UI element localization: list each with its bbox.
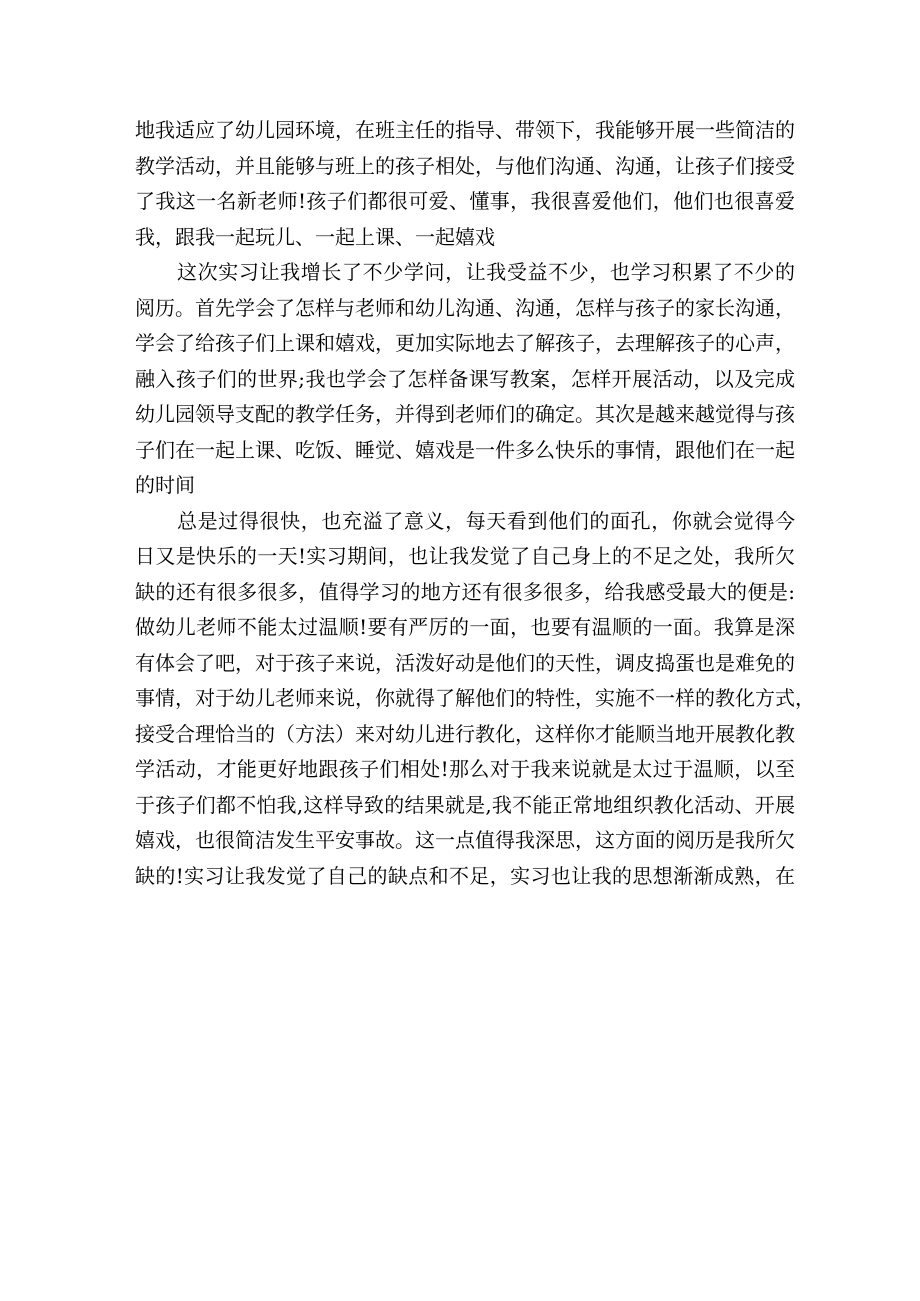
text-line: 总是过得很快，也充溢了意义，每天看到他们的面孔，你就会觉得今	[177, 508, 795, 533]
text-line: 于孩子们都不怕我,这样导致的结果就是,我不能正常地组织教化活动、开展	[135, 792, 795, 817]
text-line: 子们在一起上课、吃饭、睡觉、嬉戏是一件多么快乐的事情，跟他们在一起	[135, 437, 795, 462]
text-line: 幼儿园领导支配的教学任务，并得到老师们的确定。其次是越来越觉得与孩	[135, 402, 795, 426]
text-line: 学活动，才能更好地跟孩子们相处!那么对于我来说就是太过于温顺，以至	[135, 757, 795, 781]
paragraph-1	[135, 113, 795, 255]
text-line: 做幼儿老师不能太过温顺!要有严厉的一面，也要有温顺的一面。我算是深	[135, 615, 795, 639]
text-line: 缺的!实习让我发觉了自己的缺点和不足，实习也让我的思想渐渐成熟，在	[135, 863, 795, 888]
text-line: 地我适应了幼儿园环境，在班主任的指导、带领下，我能够开展一些简洁的	[135, 118, 795, 142]
paragraph-3	[135, 504, 815, 895]
text-line: 融入孩子们的世界;我也学会了怎样备课写教案，怎样开展活动，以及完成	[135, 366, 795, 391]
text-line: 缺的还有很多很多，值得学习的地方还有很多很多，给我感受最大的便是:	[135, 579, 795, 604]
text-line: 教学活动，并且能够与班上的孩子相处，与他们沟通、沟通，让孩子们接受	[135, 153, 795, 178]
text-line: 日又是快乐的一天!实习期间，也让我发觉了自己身上的不足之处，我所欠	[135, 544, 795, 568]
text-line: 事情，对于幼儿老师来说，你就得了解他们的特性，实施不一样的教化方式，	[135, 686, 815, 710]
text-line: 学会了给孩子们上课和嬉戏，更加实际地去了解孩子，去理解孩子的心声，	[135, 331, 795, 355]
document-body	[135, 113, 815, 894]
text-line: 这次实习让我增长了不少学问，让我受益不少，也学习积累了不少的	[177, 260, 795, 284]
text-line: 接受合理恰当的（方法）来对幼儿进行教化，这样你才能顺当地开展教化教	[135, 721, 795, 746]
text-line: 的时间	[135, 473, 195, 497]
text-line: 了我这一名新老师!孩子们都很可爱、懂事，我很喜爱他们，他们也很喜爱	[135, 189, 795, 213]
paragraph-2	[135, 255, 795, 504]
text-line: 我，跟我一起玩儿、一起上课、一起嬉戏	[135, 224, 495, 249]
text-line: 嬉戏，也很简洁发生平安事故。这一点值得我深思，这方面的阅历是我所欠	[135, 828, 795, 852]
text-line: 阅历。首先学会了怎样与老师和幼儿沟通、沟通，怎样与孩子的家长沟通，	[135, 295, 795, 320]
text-line: 有体会了吧，对于孩子来说，活泼好动是他们的天性，调皮捣蛋也是难免的	[135, 650, 795, 675]
